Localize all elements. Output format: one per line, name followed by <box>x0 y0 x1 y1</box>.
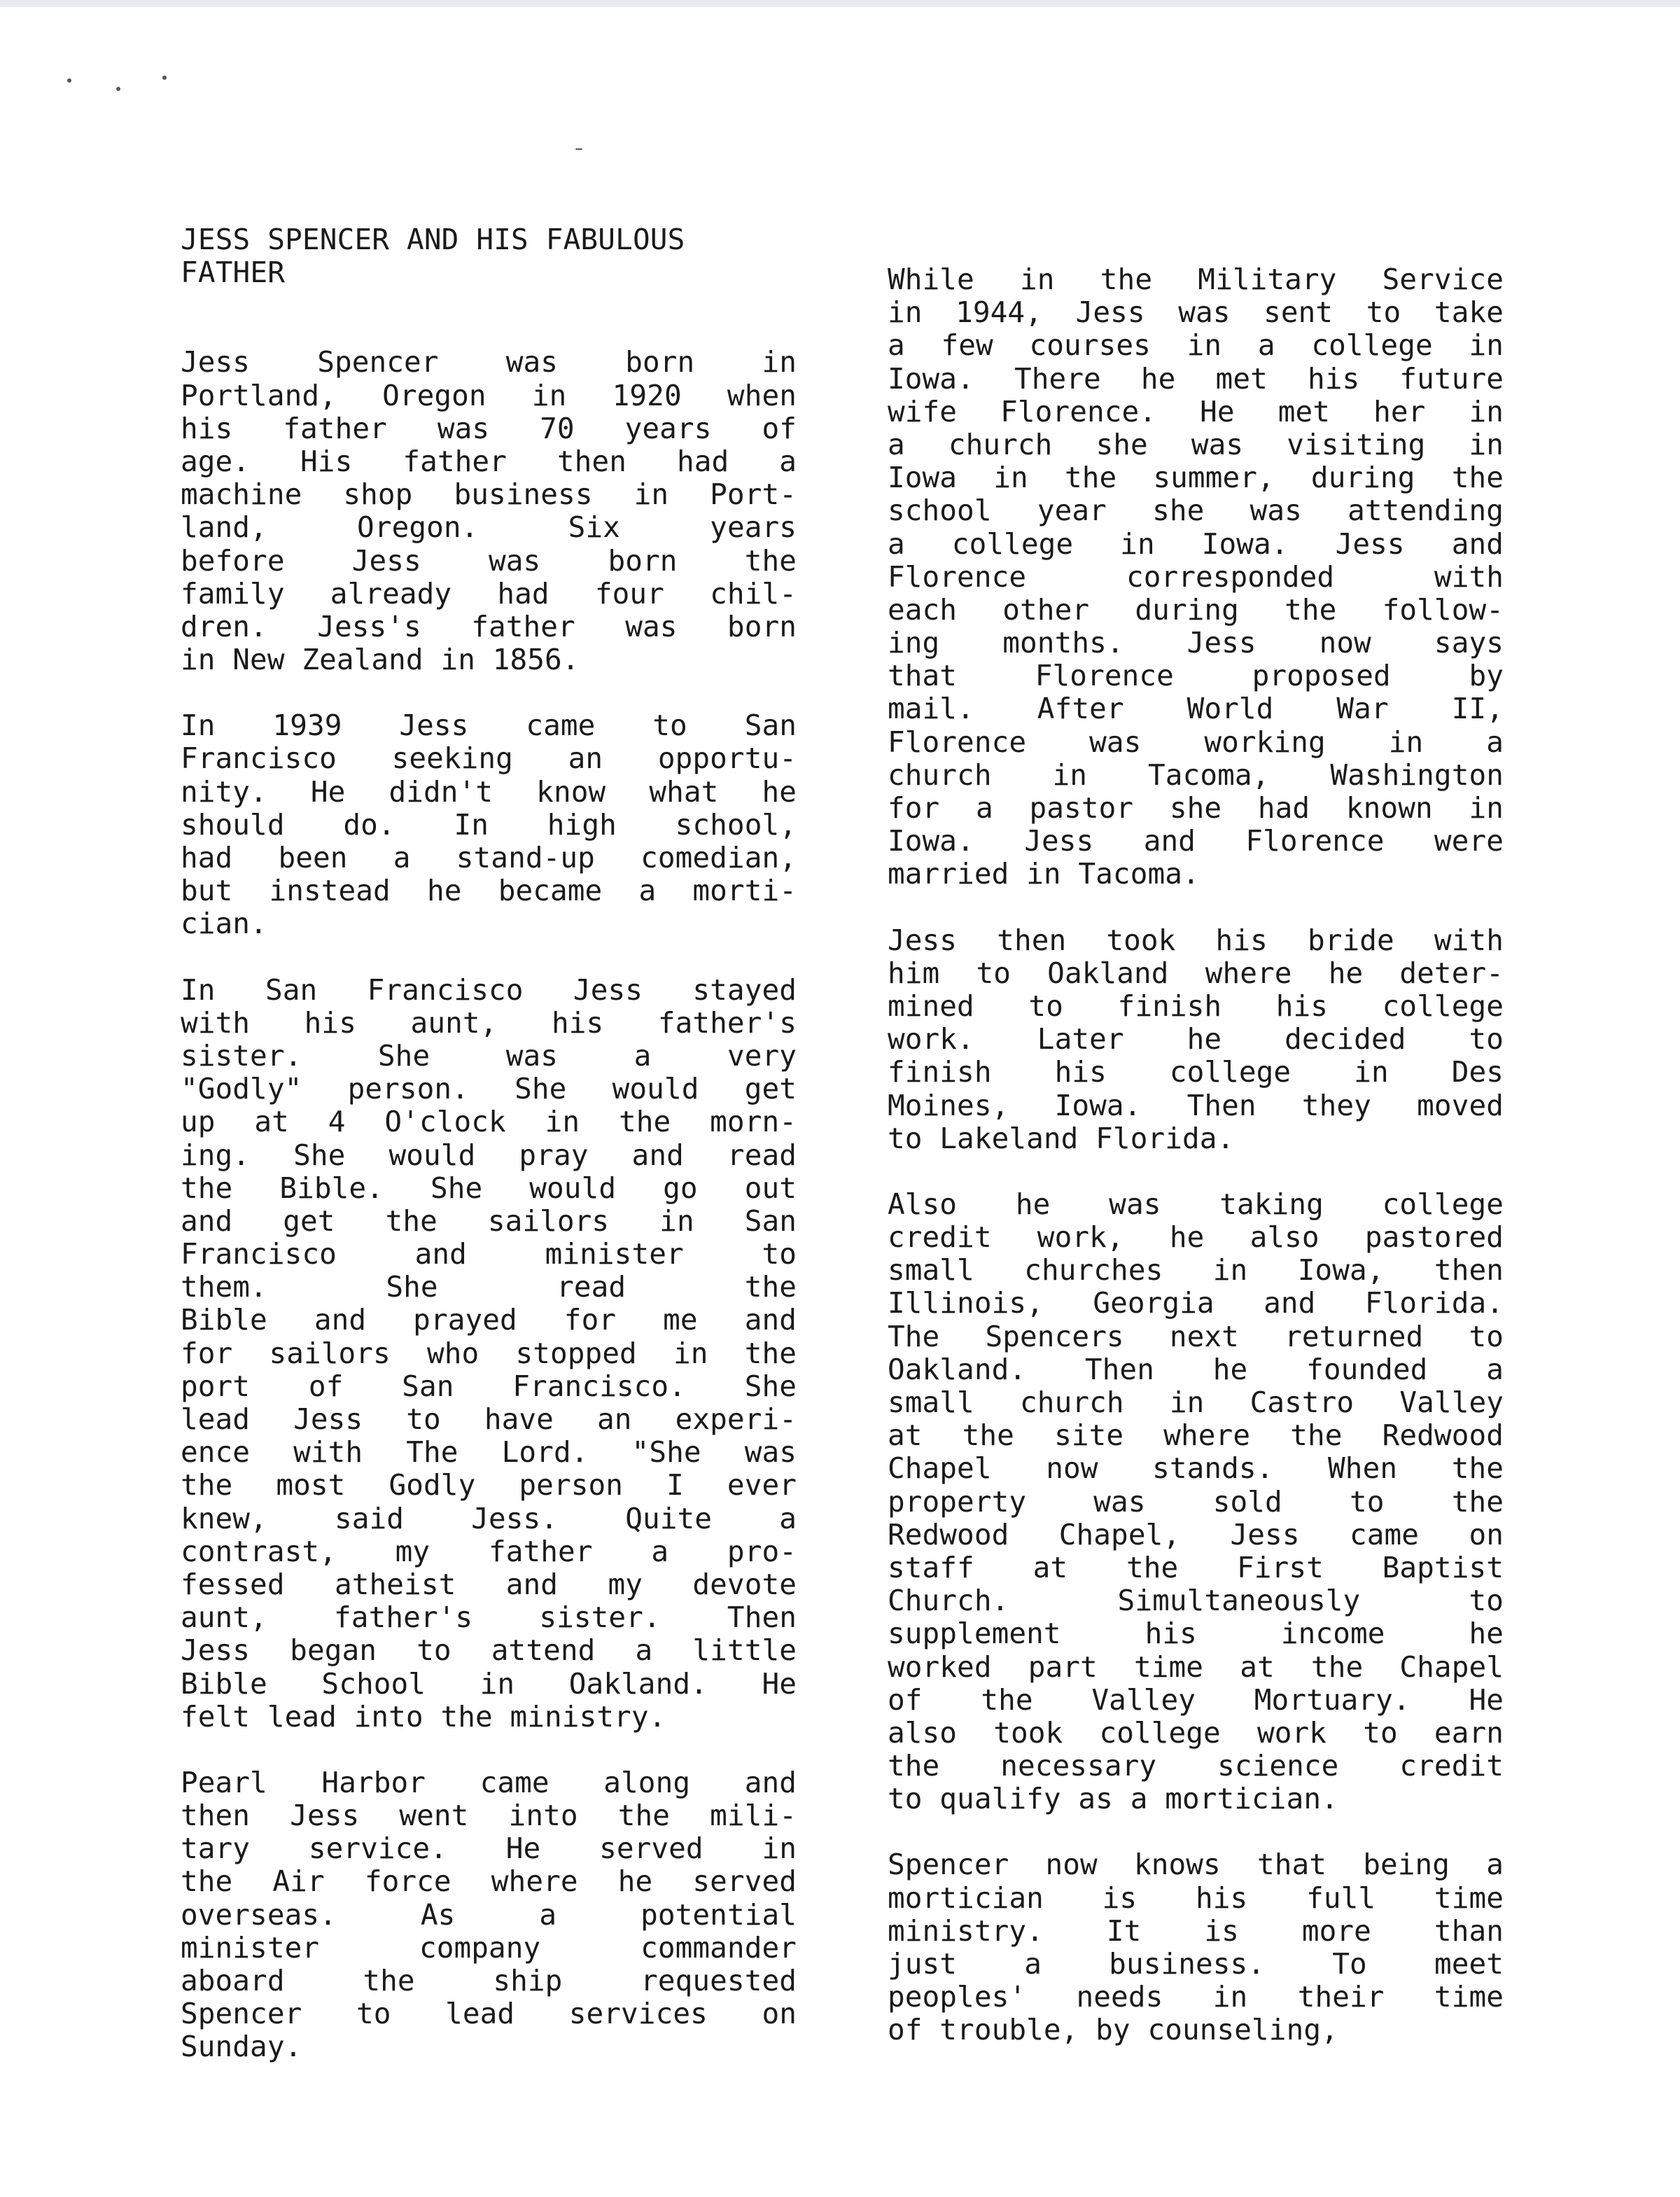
paragraph-line: ence with The Lord. "She was <box>181 1435 797 1470</box>
paragraph-line: aboard the ship requested <box>181 1964 797 1997</box>
article-paragraph <box>181 709 797 940</box>
paragraph-line: Redwood Chapel, Jess came on <box>888 1517 1504 1551</box>
paragraph-line: had been a stand-up comedian, <box>181 841 797 874</box>
article-paragraph <box>888 1188 1504 1816</box>
paragraph-line: Jess then took his bride with <box>888 923 1504 957</box>
paragraph-line: credit work, he also pastored <box>888 1220 1504 1255</box>
paragraph-line: wife Florence. He met her in <box>888 394 1504 428</box>
paragraph-line: ing. She would pray and read <box>181 1138 797 1172</box>
paragraph-line: Spencer to lead services on <box>181 1997 797 2031</box>
paragraph-line: staff at the First Baptist <box>888 1550 1504 1584</box>
paragraph-line: Church. Simultaneously to <box>888 1584 1504 1618</box>
paragraph-line: Spencer now knows that being a <box>888 1848 1504 1882</box>
paragraph-line: Francisco and minister to <box>181 1237 797 1271</box>
paragraph-line: fessed atheist and my devote <box>181 1567 797 1601</box>
paragraph-line: of the Valley Mortuary. He <box>888 1682 1504 1717</box>
paragraph-line: to qualify as a mortician. <box>888 1782 1338 1816</box>
paragraph-line: Florence corresponded with <box>888 559 1504 594</box>
scan-speck <box>575 148 582 150</box>
scan-speck <box>67 78 71 83</box>
paragraph-line: the Bible. She would go out <box>181 1171 797 1205</box>
paragraph-line: a church she was visiting in <box>888 427 1504 461</box>
paragraph-line: a few courses in a college in <box>888 328 1504 363</box>
paragraph-line: his father was 70 years of <box>181 411 797 445</box>
paragraph-line: Bible and prayed for me and <box>181 1303 797 1337</box>
article-paragraph <box>888 1848 1504 2046</box>
paragraph-line: Francisco seeking an opportu- <box>181 741 797 776</box>
paragraph-line: land, Oregon. Six years <box>181 510 797 545</box>
paragraph-line: in New Zealand in 1856. <box>181 643 580 677</box>
heading-line: FATHER <box>181 256 286 290</box>
paragraph-line: the most Godly person I ever <box>181 1468 797 1502</box>
paragraph-line: family already had four chil- <box>181 576 797 611</box>
paragraph-line: in 1944, Jess was sent to take <box>888 295 1504 330</box>
paragraph-line: but instead he became a morti- <box>181 874 797 908</box>
paragraph-line: felt lead into the ministry. <box>181 1699 666 1734</box>
paragraph-line: sister. She was a very <box>181 1038 797 1073</box>
scan-speck <box>162 76 167 80</box>
paragraph-line: should do. In high school, <box>181 807 797 842</box>
paragraph-line: and get the sailors in San <box>181 1204 797 1238</box>
paragraph-line: Iowa. There he met his future <box>888 361 1504 396</box>
paragraph-line: "Godly" person. She would get <box>181 1072 797 1106</box>
paragraph-line: supplement his income he <box>888 1617 1504 1651</box>
paragraph-line: that Florence proposed by <box>888 659 1504 693</box>
article-paragraph <box>888 263 1504 891</box>
paragraph-line: nity. He didn't know what he <box>181 774 797 809</box>
paragraph-line: machine shop business in Port- <box>181 477 797 512</box>
paragraph-line: Florence was working in a <box>888 725 1504 759</box>
paragraph-line: married in Tacoma. <box>888 857 1200 891</box>
paragraph-line: In San Francisco Jess stayed <box>181 972 797 1007</box>
article-paragraph <box>181 346 797 676</box>
paragraph-line: with his aunt, his father's <box>181 1005 797 1040</box>
paragraph-line: Bible School in Oakland. He <box>181 1666 797 1701</box>
left-column <box>181 223 797 2097</box>
article-heading <box>181 223 797 289</box>
paragraph-line: church in Tacoma, Washington <box>888 758 1504 792</box>
paragraph-line: small church in Castro Valley <box>888 1386 1504 1419</box>
paragraph-line: The Spencers next returned to <box>888 1319 1504 1353</box>
article-paragraph <box>888 924 1504 1155</box>
right-column-body <box>888 263 1504 2047</box>
paragraph-line: In 1939 Jess came to San <box>181 709 797 743</box>
article-paragraph <box>181 974 797 1734</box>
paragraph-line: cian. <box>181 907 267 941</box>
paragraph-line: tary service. He served in <box>181 1832 797 1866</box>
paragraph-line: Also he was taking college <box>888 1187 1504 1221</box>
paragraph-line: mortician is his full time <box>888 1881 1504 1915</box>
paragraph-line: Moines, Iowa. Then they moved <box>888 1088 1504 1122</box>
paragraph-line: contrast, my father a pro- <box>181 1534 797 1568</box>
paragraph-line: property was sold to the <box>888 1484 1504 1519</box>
paragraph-line: work. Later he decided to <box>888 1022 1504 1056</box>
paragraph-line: also took college work to earn <box>888 1715 1504 1750</box>
paragraph-line: Iowa. Jess and Florence were <box>888 824 1504 858</box>
paragraph-line: at the site where the Redwood <box>888 1418 1504 1453</box>
paragraph-line: overseas. As a potential <box>181 1897 797 1932</box>
paragraph-line: Portland, Oregon in 1920 when <box>181 378 797 412</box>
paragraph-line: Illinois, Georgia and Florida. <box>888 1286 1504 1320</box>
paragraph-line: port of San Francisco. She <box>181 1369 797 1403</box>
paragraph-line: small churches in Iowa, then <box>888 1253 1504 1288</box>
paragraph-line: a college in Iowa. Jess and <box>888 526 1504 561</box>
paragraph-line: ministry. It is more than <box>888 1913 1504 1948</box>
paragraph-line: the necessary science credit <box>888 1749 1504 1783</box>
paragraph-line: Jess began to attend a little <box>181 1633 797 1668</box>
paragraph-line: worked part time at the Chapel <box>888 1650 1504 1684</box>
paragraph-line: ing months. Jess now says <box>888 626 1504 660</box>
paragraph-line: up at 4 O'clock in the morn- <box>181 1105 797 1139</box>
paragraph-line: minister company commander <box>181 1930 797 1965</box>
paragraph-line: them. She read the <box>181 1270 797 1304</box>
paragraph-line: the Air force where he served <box>181 1864 797 1899</box>
paragraph-line: of trouble, by counseling, <box>888 2013 1338 2047</box>
paragraph-line: Oakland. Then he founded a <box>888 1352 1504 1386</box>
paragraph-line: knew, said Jess. Quite a <box>181 1501 797 1535</box>
paragraph-line: age. His father then had a <box>181 444 797 478</box>
paragraph-line: to Lakeland Florida. <box>888 1121 1235 1155</box>
paragraph-line: peoples' needs in their time <box>888 1980 1504 2014</box>
paragraph-line: just a business. To meet <box>888 1947 1504 1981</box>
paragraph-line: each other during the follow- <box>888 592 1504 627</box>
right-column <box>888 263 1504 2080</box>
paragraph-line: then Jess went into the mili- <box>181 1799 797 1833</box>
paragraph-line: school year she was attending <box>888 494 1504 528</box>
paragraph-line: for sailors who stopped in the <box>181 1336 797 1370</box>
paragraph-line: aunt, father's sister. Then <box>181 1600 797 1635</box>
paragraph-line: mined to finish his college <box>888 989 1504 1023</box>
paragraph-line: before Jess was born the <box>181 543 797 578</box>
paragraph-line: mail. After World War II, <box>888 692 1504 726</box>
paragraph-line: him to Oakland where he deter- <box>888 956 1504 990</box>
paragraph-line: Jess Spencer was born in <box>181 345 797 379</box>
paragraph-line: Iowa in the summer, during the <box>888 461 1504 495</box>
article-paragraph <box>181 1766 797 2064</box>
paragraph-line: finish his college in Des <box>888 1055 1504 1089</box>
scan-speck <box>116 87 120 91</box>
left-column-body <box>181 346 797 2063</box>
paragraph-line: for a pastor she had known in <box>888 791 1504 825</box>
heading-line: JESS SPENCER AND HIS FABULOUS <box>181 223 685 256</box>
scan-edge <box>0 0 1680 7</box>
paragraph-line: While in the Military Service <box>888 263 1504 296</box>
paragraph-line: Sunday. <box>181 2030 302 2064</box>
paragraph-line: lead Jess to have an experi- <box>181 1402 797 1436</box>
paragraph-line: dren. Jess's father was born <box>181 609 797 643</box>
paragraph-line: Pearl Harbor came along and <box>181 1765 797 1799</box>
paragraph-line: Chapel now stands. When the <box>888 1451 1504 1486</box>
